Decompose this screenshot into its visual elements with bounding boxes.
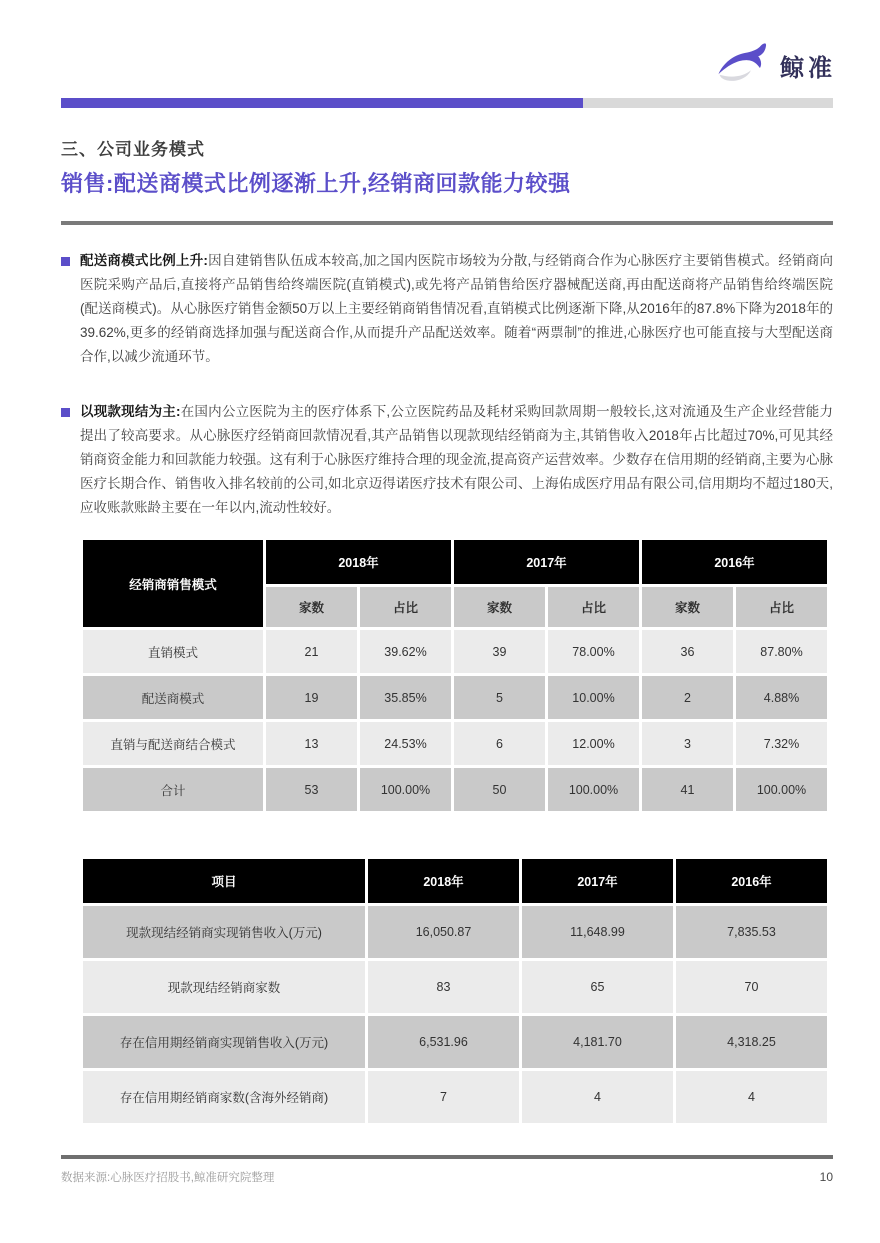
divider-purple-segment bbox=[61, 98, 583, 108]
value-cell: 6,531.96 bbox=[368, 1016, 519, 1068]
value-cell: 36 bbox=[642, 630, 733, 673]
value-cell: 4 bbox=[522, 1071, 673, 1123]
value-cell: 7,835.53 bbox=[676, 906, 827, 958]
page-title: 销售:配送商模式比例逐渐上升,经销商回款能力较强 bbox=[61, 171, 571, 196]
value-cell: 87.80% bbox=[736, 630, 827, 673]
value-cell: 41 bbox=[642, 768, 733, 811]
heading-rule bbox=[61, 221, 833, 225]
paragraph-lead: 以现款现结为主: bbox=[80, 404, 181, 419]
value-cell: 6 bbox=[454, 722, 545, 765]
column-header-cell: 项目 bbox=[83, 859, 365, 903]
value-cell: 21 bbox=[266, 630, 357, 673]
value-cell: 4,318.25 bbox=[676, 1016, 827, 1068]
row-label-cell: 直销与配送商结合模式 bbox=[83, 722, 263, 765]
brand-logo bbox=[714, 42, 836, 89]
divider-gray-segment bbox=[583, 98, 833, 108]
row-label-cell: 直销模式 bbox=[83, 630, 263, 673]
bullet-paragraph bbox=[61, 400, 833, 520]
page-number: 10 bbox=[819, 1170, 833, 1184]
row-label-cell: 存在信用期经销商实现销售收入(万元) bbox=[83, 1016, 365, 1068]
distributor-mode-table bbox=[80, 537, 830, 814]
bullet-paragraph bbox=[61, 249, 833, 369]
row-label-cell: 现款现结经销商实现销售收入(万元) bbox=[83, 906, 365, 958]
subheader-cell: 家数 bbox=[642, 587, 733, 627]
value-cell: 70 bbox=[676, 961, 827, 1013]
value-cell: 78.00% bbox=[548, 630, 639, 673]
row-label-cell: 配送商模式 bbox=[83, 676, 263, 719]
row-label-cell: 存在信用期经销商家数(含海外经销商) bbox=[83, 1071, 365, 1123]
table-row bbox=[83, 1016, 827, 1068]
subheader-cell: 家数 bbox=[266, 587, 357, 627]
top-divider-bar bbox=[61, 98, 833, 108]
bullet-square-icon bbox=[61, 257, 70, 266]
section-title: 三、公司业务模式 bbox=[61, 140, 205, 159]
paragraph-text bbox=[80, 249, 833, 369]
year-header-cell: 2018年 bbox=[266, 540, 451, 584]
column-header-cell: 2017年 bbox=[522, 859, 673, 903]
row-label-cell: 合计 bbox=[83, 768, 263, 811]
value-cell: 7.32% bbox=[736, 722, 827, 765]
value-cell: 3 bbox=[642, 722, 733, 765]
value-cell: 50 bbox=[454, 768, 545, 811]
value-cell: 100.00% bbox=[548, 768, 639, 811]
brand-name: 鲸准 bbox=[780, 54, 836, 82]
bullet-square-icon bbox=[61, 408, 70, 417]
paragraph-body: 在国内公立医院为主的医疗体系下,公立医院药品及耗材采购回款周期一般较长,这对流通及生产企业经营能力提出了较高要求。从心脉医疗经销商回款情况看,其产品销售以现款现结经销商为主,其销售收入2018年占比超过70%,可见其经销商资金能力和回款能力较强。这有利于心脉医疗维持合理的现金流,提高资产运营效率。少数存在信用期的经销商,主要为心脉医疗长期合作、销售收入排名较前的公司,如北京迈得诺医疗技术有限公司、上海佑成医疗用品有限公司,信用期均不超过180天,应收账款账龄主要在一年以内,流动性较好。 bbox=[80, 404, 834, 515]
value-cell: 4.88% bbox=[736, 676, 827, 719]
paragraph-text bbox=[80, 400, 833, 520]
table-header-row bbox=[83, 540, 827, 584]
page-content bbox=[61, 135, 833, 1126]
value-cell: 2 bbox=[642, 676, 733, 719]
value-cell: 11,648.99 bbox=[522, 906, 673, 958]
paragraph-body: 因自建销售队伍成本较高,加之国内医院市场较为分散,与经销商合作为心脉医疗主要销售模式。经销商向医院采购产品后,直接将产品销售给终端医院(直销模式),或先将产品销售给医疗器械配送商,再由配送商将产品销售给终端医院(配送商模式)。从心脉医疗销售金额50万以上主要经销商销售情况看,直销模式比例逐渐下降,从2016年的87.8%下降为2018年的39.62%,更多的经销商选择加强与配送商合作,从而提升产品配送效率。随着“两票制”的推进,心脉医疗也可能直接与大型配送商合作,以减少流通环节。 bbox=[80, 253, 833, 364]
subheader-cell: 家数 bbox=[454, 587, 545, 627]
value-cell: 100.00% bbox=[360, 768, 451, 811]
value-cell: 39 bbox=[454, 630, 545, 673]
value-cell: 24.53% bbox=[360, 722, 451, 765]
row-label-cell: 现款现结经销商家数 bbox=[83, 961, 365, 1013]
table-row bbox=[83, 768, 827, 811]
value-cell: 39.62% bbox=[360, 630, 451, 673]
footer-rule bbox=[61, 1155, 833, 1159]
value-cell: 19 bbox=[266, 676, 357, 719]
whale-icon bbox=[714, 42, 770, 89]
value-cell: 83 bbox=[368, 961, 519, 1013]
page-footer bbox=[61, 1155, 833, 1185]
column-header-cell: 2016年 bbox=[676, 859, 827, 903]
value-cell: 35.85% bbox=[360, 676, 451, 719]
year-header-cell: 2016年 bbox=[642, 540, 827, 584]
header bbox=[0, 0, 880, 85]
table-row bbox=[83, 906, 827, 958]
subheader-cell: 占比 bbox=[360, 587, 451, 627]
value-cell: 7 bbox=[368, 1071, 519, 1123]
value-cell: 5 bbox=[454, 676, 545, 719]
corner-header-cell: 经销商销售模式 bbox=[83, 540, 263, 627]
value-cell: 53 bbox=[266, 768, 357, 811]
value-cell: 4 bbox=[676, 1071, 827, 1123]
table-row bbox=[83, 722, 827, 765]
table-row bbox=[83, 961, 827, 1013]
value-cell: 4,181.70 bbox=[522, 1016, 673, 1068]
table-row bbox=[83, 676, 827, 719]
table-row bbox=[83, 1071, 827, 1123]
paragraph-lead: 配送商模式比例上升: bbox=[80, 253, 208, 268]
table-header-row bbox=[83, 859, 827, 903]
column-header-cell: 2018年 bbox=[368, 859, 519, 903]
subheader-cell: 占比 bbox=[548, 587, 639, 627]
table-row bbox=[83, 630, 827, 673]
value-cell: 65 bbox=[522, 961, 673, 1013]
value-cell: 100.00% bbox=[736, 768, 827, 811]
value-cell: 16,050.87 bbox=[368, 906, 519, 958]
subheader-cell: 占比 bbox=[736, 587, 827, 627]
value-cell: 12.00% bbox=[548, 722, 639, 765]
value-cell: 10.00% bbox=[548, 676, 639, 719]
cash-settlement-table bbox=[80, 856, 830, 1126]
year-header-cell: 2017年 bbox=[454, 540, 639, 584]
value-cell: 13 bbox=[266, 722, 357, 765]
data-source-note: 数据来源:心脉医疗招股书,鲸准研究院整理 bbox=[61, 1172, 275, 1184]
